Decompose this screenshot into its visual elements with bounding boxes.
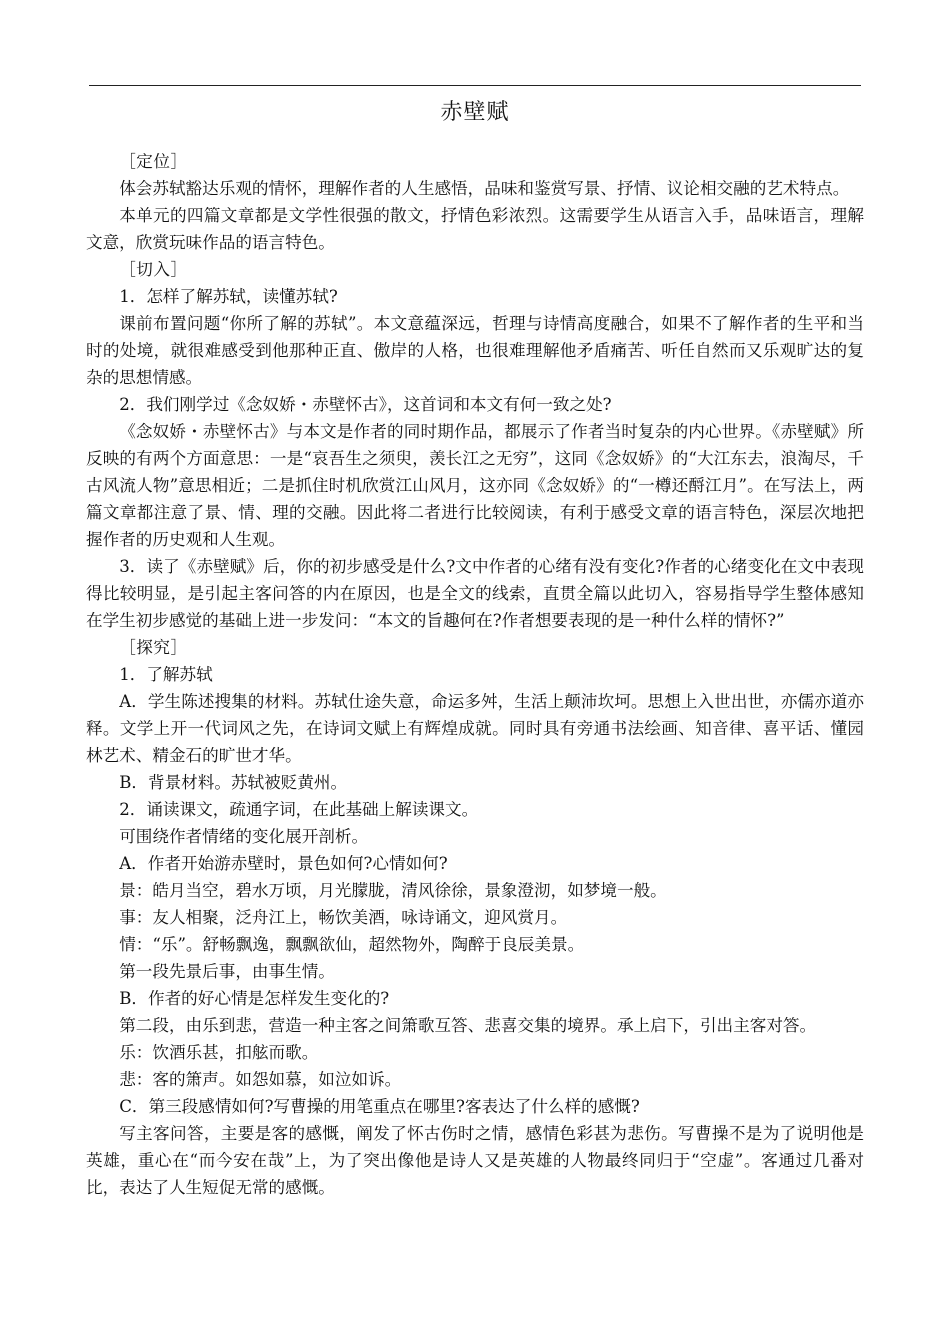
paragraph: 悲：客的箫声。如怨如慕，如泣如诉。 xyxy=(119,1070,402,1089)
paragraph: 1．怎样了解苏轼，读懂苏轼? xyxy=(119,287,338,306)
paragraph: B．作者的好心情是怎样发生变化的? xyxy=(119,989,390,1008)
paragraph: 情：“乐”。舒畅飘逸，飘飘欲仙，超然物外，陶醉于良辰美景。 xyxy=(119,935,585,954)
paragraph: 课前布置问题“你所了解的苏轼”。本文意蕴深远，哲理与诗情高度融合，如果不了解作者的生平和当时的处境，就很难感受到他那种正直、傲岸的人格，也很难理解他矛盾痛苦、听任自然而又乐观旷达的复杂的思想情感。 xyxy=(86,314,864,387)
document-title: 赤壁赋 xyxy=(440,100,510,125)
paragraph: B．背景材料。苏轼被贬黄州。 xyxy=(119,773,348,792)
section-heading: ［切入］ xyxy=(119,260,188,279)
section-heading: ［探究］ xyxy=(119,638,188,657)
header-rule xyxy=(89,85,861,86)
paragraph: 乐：饮酒乐甚，扣舷而歌。 xyxy=(119,1043,319,1062)
paragraph: C．第三段感情如何?写曹操的用笔重点在哪里?客表达了什么样的感慨? xyxy=(119,1097,640,1116)
paragraph: 3．读了《赤壁赋》后，你的初步感受是什么?文中作者的心绪有没有变化?作者的心绪变化在文中表现得比较明显，是引起主客问答的内在原因，也是全文的线索，直贯全篇以此切入，容易指导学生整体感知在学生初步感觉的基础上进一步发问：“本文的旨趣何在?作者想要表现的是一种什么样的情怀?” xyxy=(86,557,864,630)
paragraph: 本单元的四篇文章都是文学性很强的散文，抒情色彩浓烈。这需要学生从语言入手，品味语言，理解文意，欣赏玩味作品的语言特色。 xyxy=(86,206,864,252)
paragraph: 2．我们刚学过《念奴娇・赤壁怀古》，这首词和本文有何一致之处? xyxy=(119,395,612,414)
paragraph: 事：友人相聚，泛舟江上，畅饮美酒，咏诗诵文，迎风赏月。 xyxy=(119,908,568,927)
paragraph: A．作者开始游赤壁时，景色如何?心情如何? xyxy=(119,854,448,873)
paragraph: 体会苏轼豁达乐观的情怀，理解作者的人生感悟，品味和鉴赏写景、抒情、议论相交融的艺术特点。 xyxy=(119,179,850,198)
paragraph: A．学生陈述搜集的材料。苏轼仕途失意，命运多舛，生活上颠沛坎坷。思想上入世出世，亦儒亦道亦释。文学上开一代词风之先，在诗词文赋上有辉煌成就。同时具有旁通书法绘画、知音律、喜平话、懂园林艺术、精金石的旷世才华。 xyxy=(86,692,864,765)
paragraph: 写主客问答，主要是客的感慨，阐发了怀古伤时之情，感情色彩甚为悲伤。写曹操不是为了说明他是英雄，重心在“而今安在哉”上，为了突出像他是诗人又是英雄的人物最终同归于“空虚”。客通过几番对比，表达了人生短促无常的感慨。 xyxy=(86,1124,864,1197)
paragraph: 景：皓月当空，碧水万顷，月光朦胧，清风徐徐，景象澄沏，如梦境一般。 xyxy=(119,881,667,900)
section-heading: ［定位］ xyxy=(119,152,188,171)
paragraph: 2．诵读课文，疏通字词，在此基础上解读课文。 xyxy=(119,800,479,819)
paragraph: 1．了解苏轼 xyxy=(119,665,213,684)
paragraph: 第一段先景后事，由事生情。 xyxy=(119,962,335,981)
paragraph: 可围绕作者情绪的变化展开剖析。 xyxy=(119,827,369,846)
document-body xyxy=(86,148,864,1201)
paragraph: 《念奴娇・赤壁怀古》与本文是作者的同时期作品，都展示了作者当时复杂的内心世界。《赤壁赋》所反映的有两个方面意思：一是“哀吾生之须臾，羡长江之无穷”，这同《念奴娇》的“大江东去，浪淘尽，千古风流人物”意思相近；二是抓住时机欣赏江山风月，这亦同《念奴娇》的“一樽还酹江月”。在写法上，两篇文章都注意了景、情、理的交融。因此将二者进行比较阅读，有利于感受文章的语言特色，深层次地把握作者的历史观和人生观。 xyxy=(86,422,864,549)
paragraph: 第二段，由乐到悲，营造一种主客之间箫歌互答、悲喜交集的境界。承上启下，引出主客对答。 xyxy=(119,1016,817,1035)
